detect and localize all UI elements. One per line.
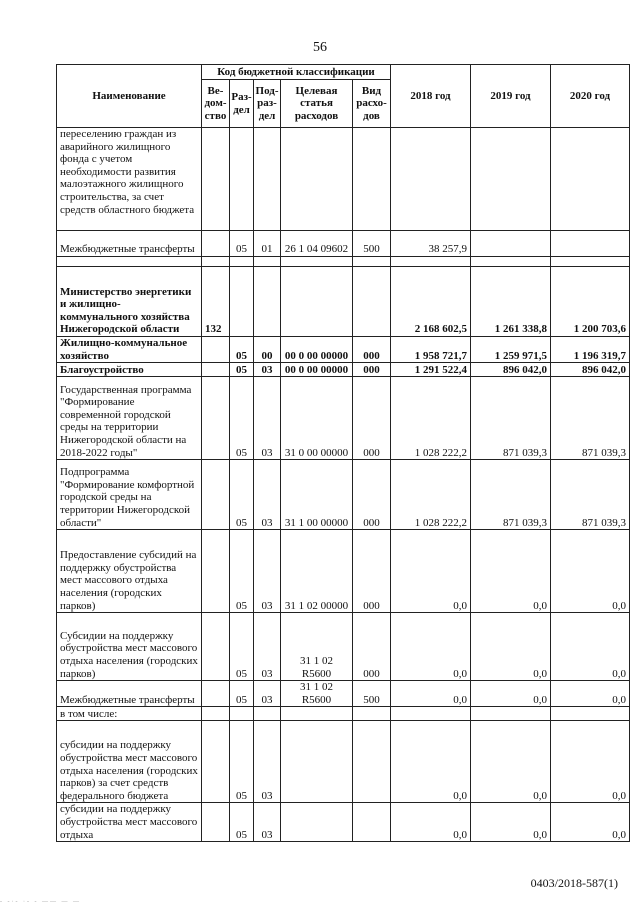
header-target: Целевая статья расходов [281, 80, 353, 128]
table-row [57, 721, 630, 803]
row-name: Жилищно-коммунальное хозяйство [57, 337, 202, 363]
row-2019 [471, 231, 551, 257]
row-2018: 0,0 [391, 721, 471, 803]
row-razdel: 05 [230, 613, 254, 681]
row-2019: 1 259 971,5 [471, 337, 551, 363]
row-2019: 0,0 [471, 803, 551, 842]
table-row [57, 337, 630, 363]
table-row [57, 707, 630, 721]
row-vedomstvo [202, 460, 230, 530]
row-razdel: 05 [230, 377, 254, 460]
row-2019: 0,0 [471, 613, 551, 681]
row-vedomstvo [202, 363, 230, 377]
header-row-top [57, 65, 630, 80]
row-vedomstvo [202, 803, 230, 842]
row-2019: 1 261 338,8 [471, 267, 551, 337]
row-2018: 1 958 721,7 [391, 337, 471, 363]
row-razdel: 05 [230, 337, 254, 363]
header-vedomstvo: Ве-дом-ство [202, 80, 230, 128]
header-vid: Вид расхо-дов [353, 80, 391, 128]
row-podrazdel: 03 [254, 681, 281, 707]
row-2018: 1 028 222,2 [391, 460, 471, 530]
row-name: субсидии на поддержку обустройства мест массового отдыха [57, 803, 202, 842]
row-vid [353, 803, 391, 842]
table-row [57, 530, 630, 613]
table-row [57, 128, 630, 231]
budget-table [56, 64, 630, 842]
row-podrazdel: 03 [254, 363, 281, 377]
row-vid [353, 267, 391, 337]
row-name: Благоустройство [57, 363, 202, 377]
table-row [57, 460, 630, 530]
header-name: Наименование [57, 65, 202, 128]
row-2020: 871 039,3 [551, 377, 630, 460]
header-2019: 2019 год [471, 65, 551, 128]
row-2020: 871 039,3 [551, 460, 630, 530]
row-name: Межбюджетные трансферты [57, 681, 202, 707]
row-podrazdel: 03 [254, 613, 281, 681]
row-2018: 0,0 [391, 613, 471, 681]
row-vedomstvo [202, 530, 230, 613]
row-vedomstvo [202, 613, 230, 681]
row-vid: 000 [353, 377, 391, 460]
row-vid: 000 [353, 363, 391, 377]
row-vedomstvo [202, 337, 230, 363]
row-razdel: 05 [230, 231, 254, 257]
row-2020: 1 196 319,7 [551, 337, 630, 363]
table-row [57, 681, 630, 707]
row-target [281, 803, 353, 842]
row-vedomstvo [202, 707, 230, 721]
row-2019 [471, 707, 551, 721]
row-target: 31 1 02 00000 [281, 530, 353, 613]
row-target: 31 1 02 R5600 [281, 613, 353, 681]
row-2020: 896 042,0 [551, 363, 630, 377]
row-2020 [551, 707, 630, 721]
row-2019: 896 042,0 [471, 363, 551, 377]
row-podrazdel [254, 267, 281, 337]
row-vedomstvo [202, 128, 230, 231]
row-vid [353, 707, 391, 721]
row-name: Предоставление субсидий на поддержку обустройства мест массового отдыха населения (городских парков) [57, 530, 202, 613]
row-vid: 000 [353, 613, 391, 681]
table-row [57, 231, 630, 257]
row-vid: 500 [353, 231, 391, 257]
row-name: переселению граждан из аварийного жилищного фонда с учетом необходимости развития малоэтажного жилищного строительства, за счет средств областного бюджета [57, 128, 202, 231]
row-razdel [230, 707, 254, 721]
row-name: Подпрограмма "Формирование комфортной городской среды на территории Нижегородской области" [57, 460, 202, 530]
row-2019: 0,0 [471, 681, 551, 707]
row-target [281, 721, 353, 803]
row-target: 31 0 00 00000 [281, 377, 353, 460]
header-razdel: Раз-дел [230, 80, 254, 128]
row-podrazdel [254, 128, 281, 231]
row-name: Государственная программа "Формирование современной городской среды на территории Нижегородской области на 2018-2022 годы" [57, 377, 202, 460]
row-target [281, 267, 353, 337]
row-2020 [551, 231, 630, 257]
row-2020: 0,0 [551, 721, 630, 803]
row-2019 [471, 128, 551, 231]
row-razdel: 05 [230, 681, 254, 707]
row-name: субсидии на поддержку обустройства мест массового отдыха населения (городских парков) за счет средств федерального бюджета [57, 721, 202, 803]
row-vid: 500 [353, 681, 391, 707]
row-vedomstvo [202, 377, 230, 460]
row-vedomstvo [202, 231, 230, 257]
row-2019: 871 039,3 [471, 460, 551, 530]
row-target: 00 0 00 00000 [281, 337, 353, 363]
row-target: 00 0 00 00000 [281, 363, 353, 377]
row-name: Межбюджетные трансферты [57, 231, 202, 257]
row-target [281, 707, 353, 721]
row-2018: 2 168 602,5 [391, 267, 471, 337]
header-code-group: Код бюджетной классификации [202, 65, 391, 80]
row-vid [353, 128, 391, 231]
row-podrazdel: 01 [254, 231, 281, 257]
row-razdel: 05 [230, 721, 254, 803]
row-2019: 871 039,3 [471, 377, 551, 460]
spacer-row [57, 257, 630, 267]
scan-edge-marks: - -·- ·- - —— — — [0, 899, 81, 905]
row-target: 31 1 02 R5600 [281, 681, 353, 707]
row-2020: 0,0 [551, 681, 630, 707]
row-podrazdel: 03 [254, 460, 281, 530]
row-podrazdel: 03 [254, 530, 281, 613]
row-target [281, 128, 353, 231]
table-row [57, 267, 630, 337]
page-number: 56 [313, 40, 327, 55]
row-podrazdel [254, 707, 281, 721]
document-code: 0403/2018-587(1) [530, 876, 618, 890]
row-razdel: 05 [230, 530, 254, 613]
row-2018 [391, 128, 471, 231]
row-name: Министерство энергетики и жилищно-коммунального хозяйства Нижегородской области [57, 267, 202, 337]
row-target: 26 1 04 09602 [281, 231, 353, 257]
row-2018: 0,0 [391, 803, 471, 842]
table-row [57, 803, 630, 842]
row-2018: 38 257,9 [391, 231, 471, 257]
row-razdel [230, 267, 254, 337]
row-2020 [551, 128, 630, 231]
row-vedomstvo [202, 681, 230, 707]
row-podrazdel: 03 [254, 721, 281, 803]
row-2018: 0,0 [391, 530, 471, 613]
row-2020: 0,0 [551, 613, 630, 681]
row-razdel [230, 128, 254, 231]
row-2019: 0,0 [471, 530, 551, 613]
row-razdel: 05 [230, 460, 254, 530]
row-2020: 0,0 [551, 530, 630, 613]
table-row [57, 377, 630, 460]
row-vid [353, 721, 391, 803]
row-podrazdel: 00 [254, 337, 281, 363]
row-name: в том числе: [57, 707, 202, 721]
row-vedomstvo: 132 [202, 267, 230, 337]
header-2020: 2020 год [551, 65, 630, 128]
table-row [57, 613, 630, 681]
row-vid: 000 [353, 337, 391, 363]
header-2018: 2018 год [391, 65, 471, 128]
row-2018: 1 291 522,4 [391, 363, 471, 377]
header-podrazdel: Под-раз-дел [254, 80, 281, 128]
row-vedomstvo [202, 721, 230, 803]
row-2020: 1 200 703,6 [551, 267, 630, 337]
row-vid: 000 [353, 460, 391, 530]
row-razdel: 05 [230, 803, 254, 842]
row-2018 [391, 707, 471, 721]
row-2019: 0,0 [471, 721, 551, 803]
row-2018: 1 028 222,2 [391, 377, 471, 460]
row-target: 31 1 00 00000 [281, 460, 353, 530]
row-2020: 0,0 [551, 803, 630, 842]
row-name: Субсидии на поддержку обустройства мест массового отдыха населения (городских парков) [57, 613, 202, 681]
row-razdel: 05 [230, 363, 254, 377]
table-row [57, 363, 630, 377]
row-2018: 0,0 [391, 681, 471, 707]
row-podrazdel: 03 [254, 377, 281, 460]
row-vid: 000 [353, 530, 391, 613]
row-podrazdel: 03 [254, 803, 281, 842]
